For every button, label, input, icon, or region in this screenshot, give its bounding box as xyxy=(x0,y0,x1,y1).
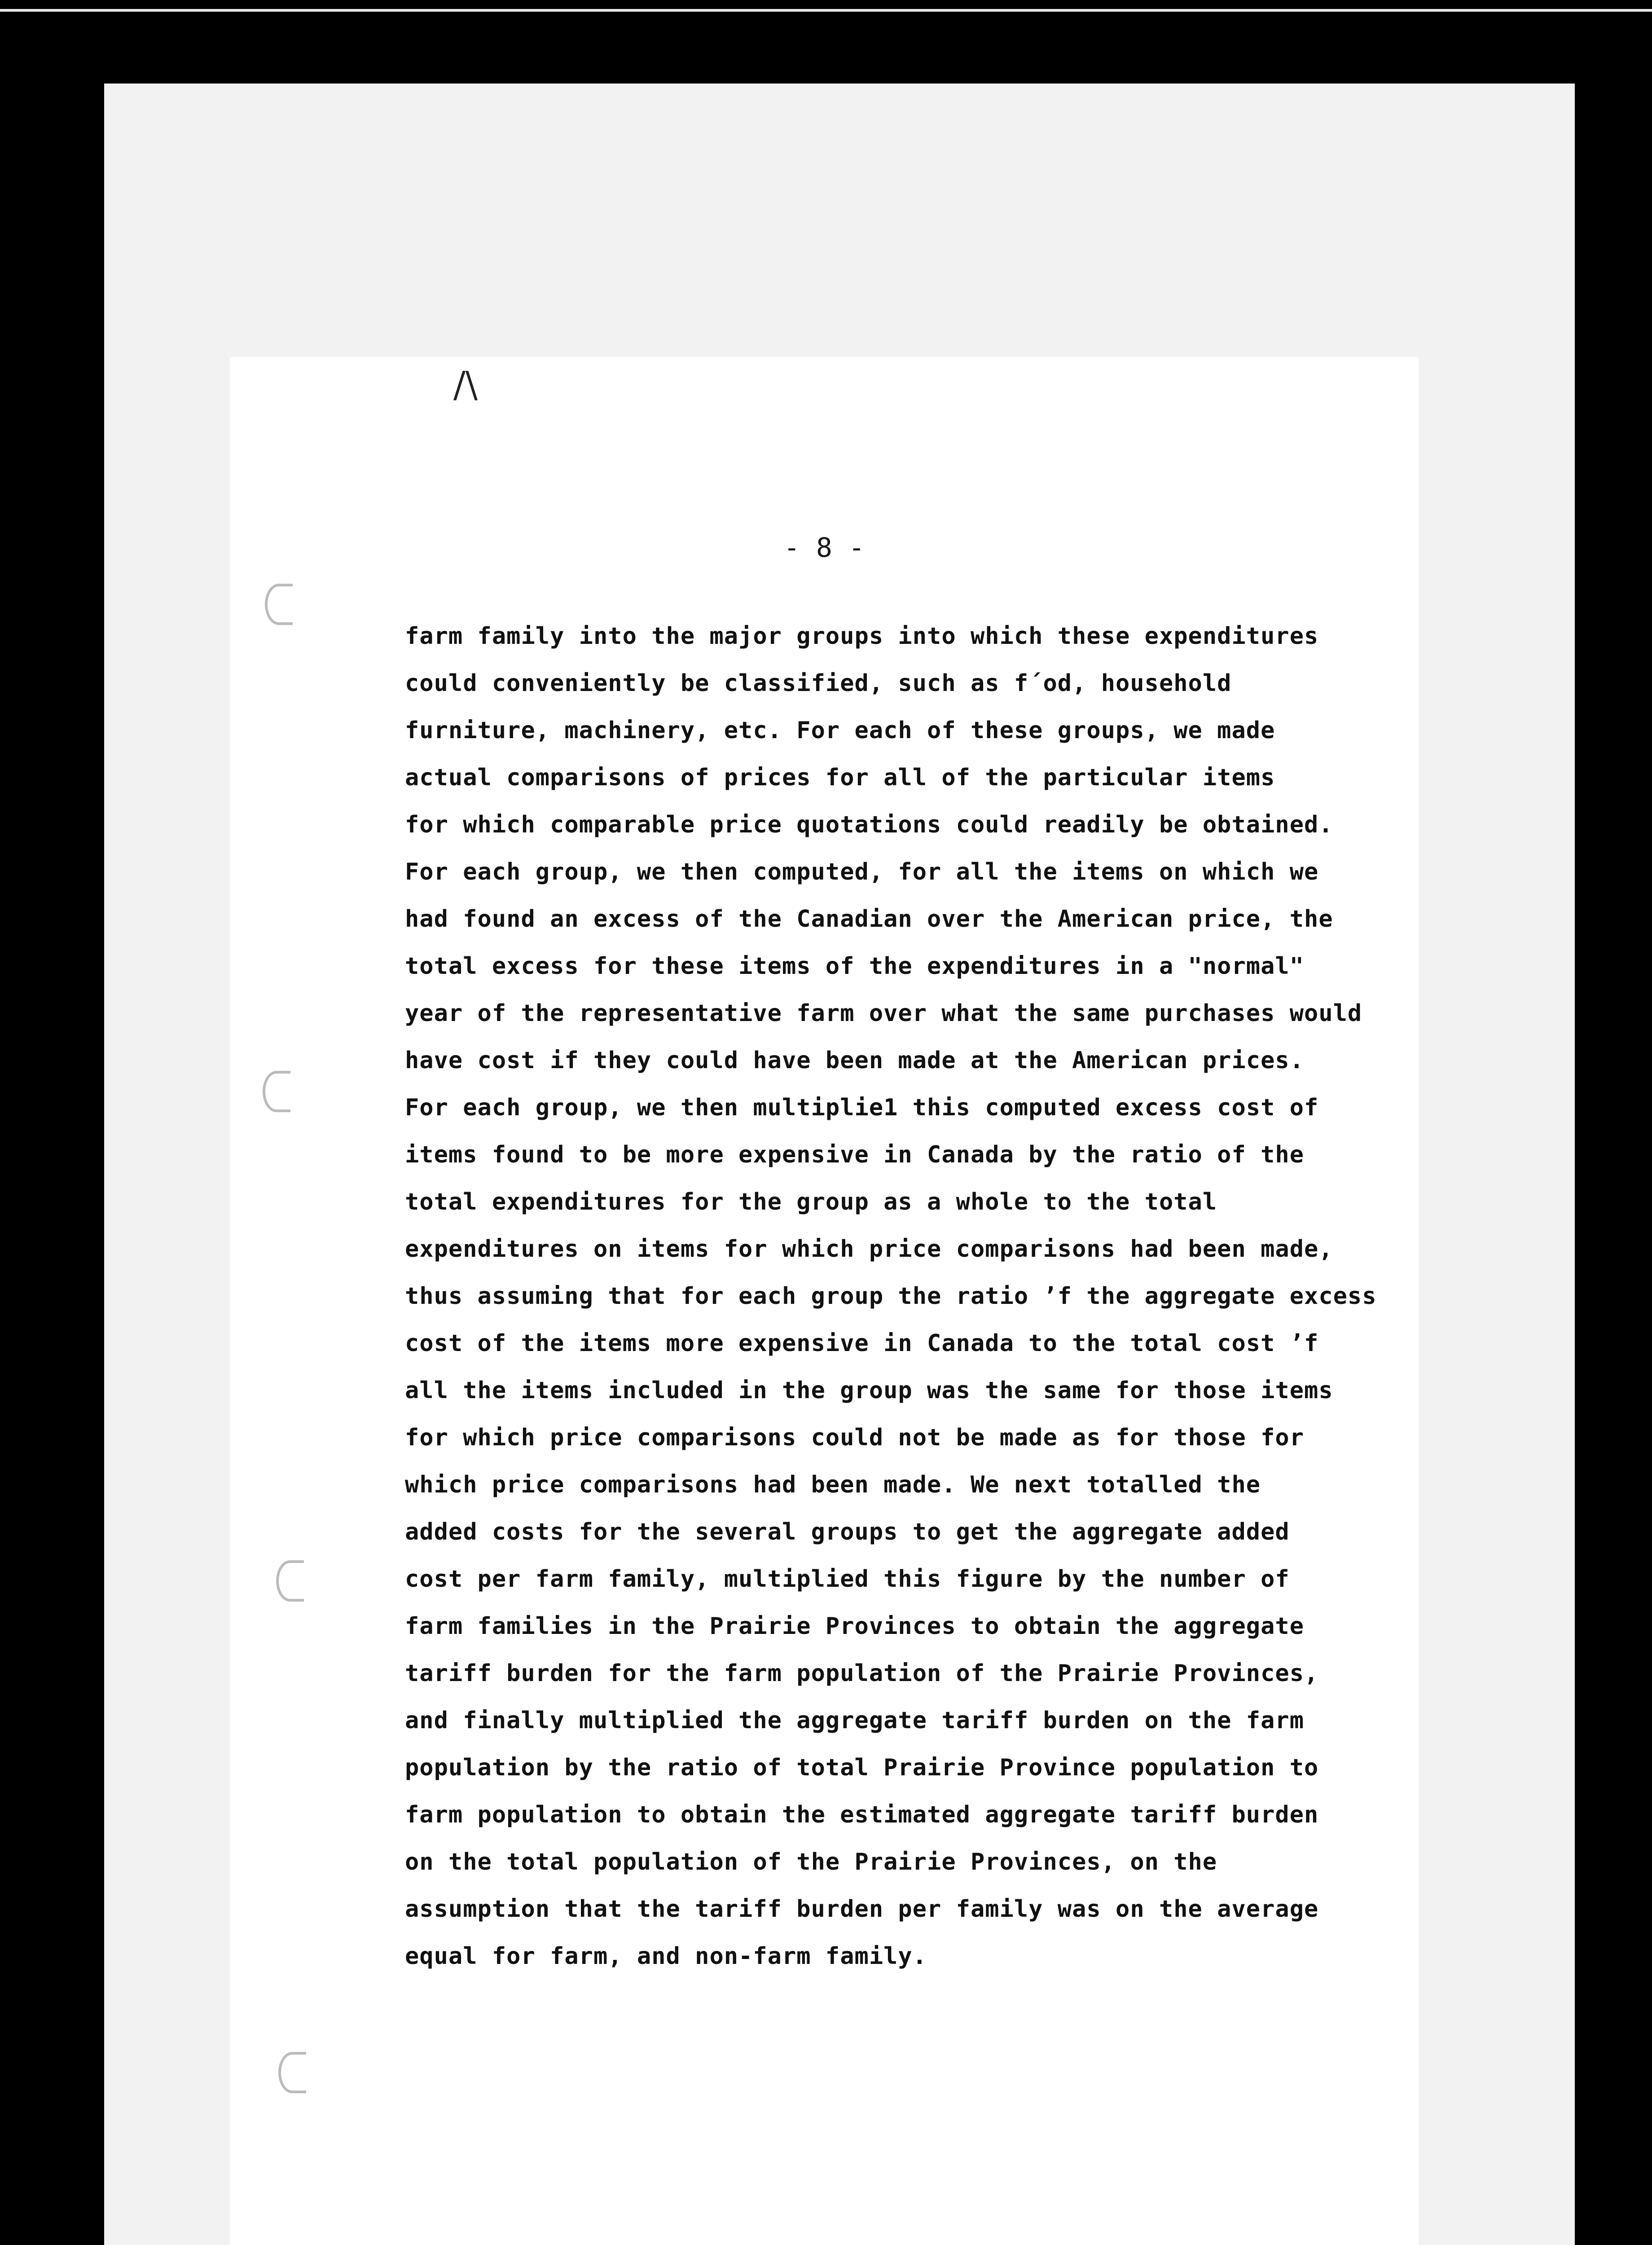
typed-page xyxy=(230,357,1419,2245)
body-line: expenditures on items for which price comparisons had been made, xyxy=(405,1236,1333,1263)
body-line: cost per farm family, multiplied this figure by the number of xyxy=(405,1566,1290,1593)
body-line: for which comparable price quotations could readily be obtained. xyxy=(405,811,1333,838)
body-line: total excess for these items of the expenditures in a "normal" xyxy=(405,953,1305,980)
body-line: farm families in the Prairie Provinces to obtain the aggregate xyxy=(405,1613,1305,1640)
body-line: year of the representative farm over what the same purchases would xyxy=(405,1000,1362,1027)
body-line: have cost if they could have been made at the American prices. xyxy=(405,1047,1305,1074)
body-text xyxy=(405,613,1384,1980)
body-line: farm population to obtain the estimated aggregate tariff burden xyxy=(405,1801,1319,1828)
top-edge-line xyxy=(0,9,1652,12)
body-line: tariff burden for the farm population of the Prairie Provinces, xyxy=(405,1660,1319,1687)
body-line: could conveniently be classified, such as f´od, household xyxy=(405,670,1232,697)
page-number: - 8 - xyxy=(783,532,865,563)
punch-hole-icon xyxy=(276,1560,304,1602)
body-line: on the total population of the Prairie Provinces, on the xyxy=(405,1849,1217,1875)
body-line: population by the ratio of total Prairie Province population to xyxy=(405,1754,1319,1781)
body-line: had found an excess of the Canadian over the American price, the xyxy=(405,906,1333,933)
punch-hole-icon xyxy=(278,2052,306,2093)
body-line: which price comparisons had been made. We next totalled the xyxy=(405,1471,1261,1498)
body-line: furniture, machinery, etc. For each of these groups, we made xyxy=(405,717,1275,744)
body-line: and finally multiplied the aggregate tariff burden on the farm xyxy=(405,1707,1305,1734)
body-line: for which price comparisons could not be made as for those for xyxy=(405,1424,1305,1451)
body-line: For each group, we then computed, for all the items on which we xyxy=(405,858,1319,885)
punch-hole-icon xyxy=(263,1071,290,1112)
body-line: equal for farm, and non-farm family. xyxy=(405,1943,927,1970)
body-line: assumption that the tariff burden per family was on the average xyxy=(405,1896,1319,1923)
handwritten-mark: /\ xyxy=(453,364,478,405)
body-line: cost of the items more expensive in Canada to the total cost ’f xyxy=(405,1330,1319,1357)
punch-hole-icon xyxy=(265,584,293,625)
body-line: all the items included in the group was the same for those items xyxy=(405,1377,1333,1404)
body-line: farm family into the major groups into which these expenditures xyxy=(405,623,1319,650)
body-line: thus assuming that for each group the ratio ’f the aggregate excess xyxy=(405,1283,1377,1310)
body-line: actual comparisons of prices for all of the particular items xyxy=(405,764,1275,791)
body-line: For each group, we then multiplie1 this computed excess cost of xyxy=(405,1094,1319,1121)
body-line: total expenditures for the group as a whole to the total xyxy=(405,1189,1217,1215)
body-line: items found to be more expensive in Canada by the ratio of the xyxy=(405,1141,1305,1168)
body-line: added costs for the several groups to get the aggregate added xyxy=(405,1519,1290,1545)
